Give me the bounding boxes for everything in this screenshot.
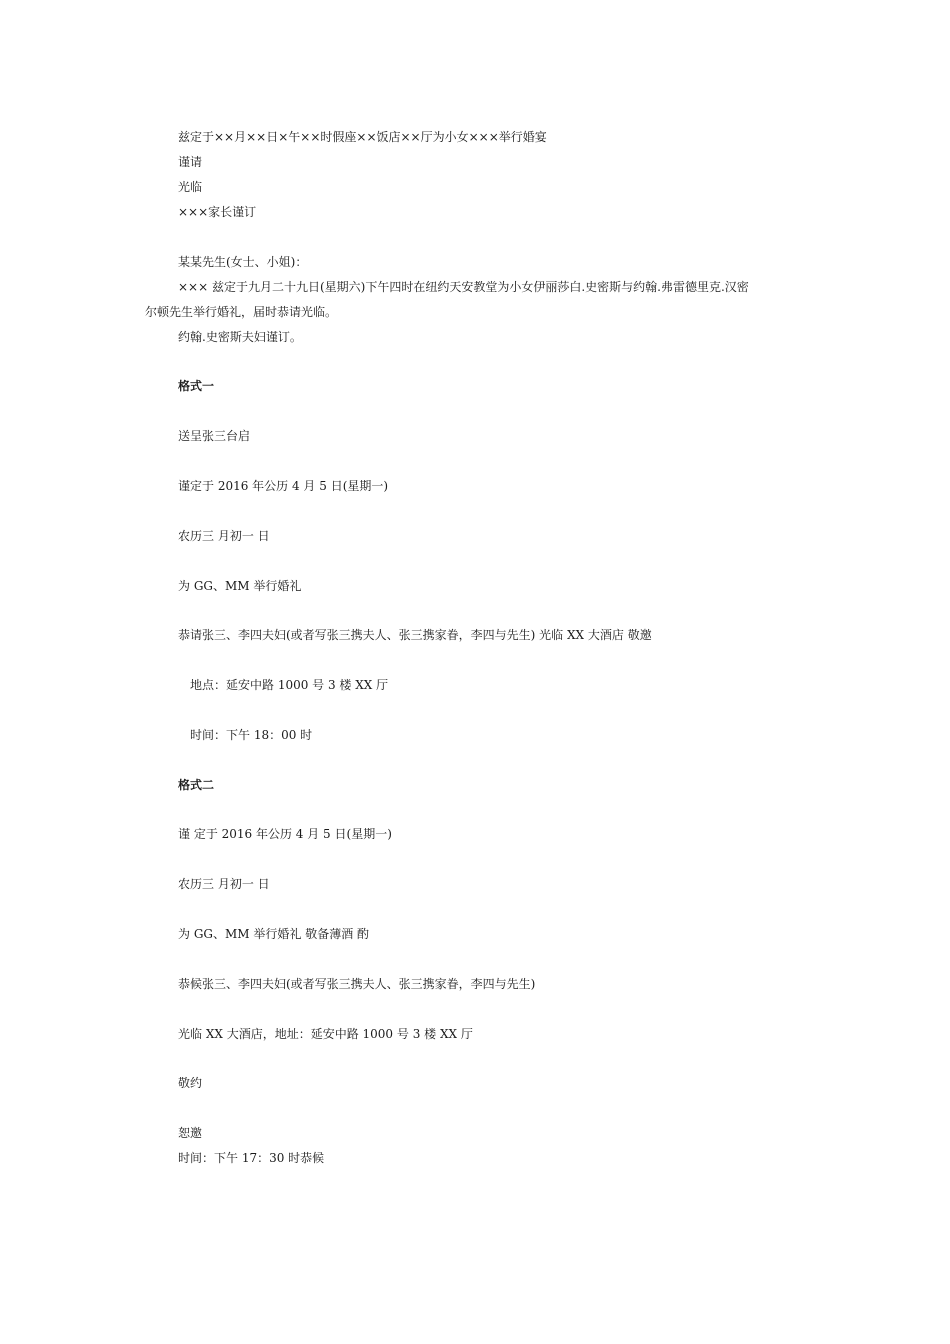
- invitation-body-line: ××× 兹定于九月二十九日(星期六)下午四时在纽约天安教堂为小女伊丽莎白.史密斯与约翰.弗雷德里克.汉密: [178, 280, 749, 294]
- format-line: 为 GG、MM 举行婚礼 敬备薄酒 酌: [178, 927, 370, 941]
- format-line: 谨 定于 2016 年公历 4 月 5 日(星期一): [178, 827, 392, 841]
- format-line: 恕邀: [178, 1126, 203, 1140]
- location-line: 地点：延安中路 1000 号 3 楼 XX 厅: [190, 678, 389, 692]
- section-heading: 格式一: [178, 379, 215, 393]
- format-line: 农历三 月初一 日: [178, 529, 270, 543]
- invitation-signature: ×××家长谨订: [178, 205, 257, 219]
- invitation-signature: 约翰.史密斯夫妇谨订。: [178, 330, 302, 344]
- format-line: 农历三 月初一 日: [178, 877, 270, 891]
- format-line: 敬约: [178, 1076, 203, 1090]
- invitation-line: 光临: [178, 180, 203, 194]
- format-line: 为 GG、MM 举行婚礼: [178, 579, 302, 593]
- time-line: 时间：下午 17：30 时恭候: [178, 1151, 325, 1165]
- format-line: 谨定于 2016 年公历 4 月 5 日(星期一): [178, 479, 389, 493]
- section-heading: 格式二: [178, 778, 215, 792]
- invitation-body-line: 尔顿先生举行婚礼，届时恭请光临。: [145, 305, 338, 319]
- time-line: 时间：下午 18：00 时: [190, 728, 313, 742]
- salutation: 某某先生(女士、小姐)：: [178, 255, 308, 269]
- format-line: 恭候张三、李四夫妇(或者写张三携夫人、张三携家眷，李四与先生): [178, 977, 536, 991]
- format-line: 送呈张三台启: [178, 429, 251, 443]
- invitation-line: 谨请: [178, 155, 203, 169]
- format-line: 光临 XX 大酒店，地址：延安中路 1000 号 3 楼 XX 厅: [178, 1027, 473, 1041]
- invitation-line: 兹定于××月××日×午××时假座××饭店××厅为小女×××举行婚宴: [178, 130, 547, 144]
- format-line: 恭请张三、李四夫妇(或者写张三携夫人、张三携家眷，李四与先生) 光临 XX 大酒店 敬邀: [178, 628, 652, 642]
